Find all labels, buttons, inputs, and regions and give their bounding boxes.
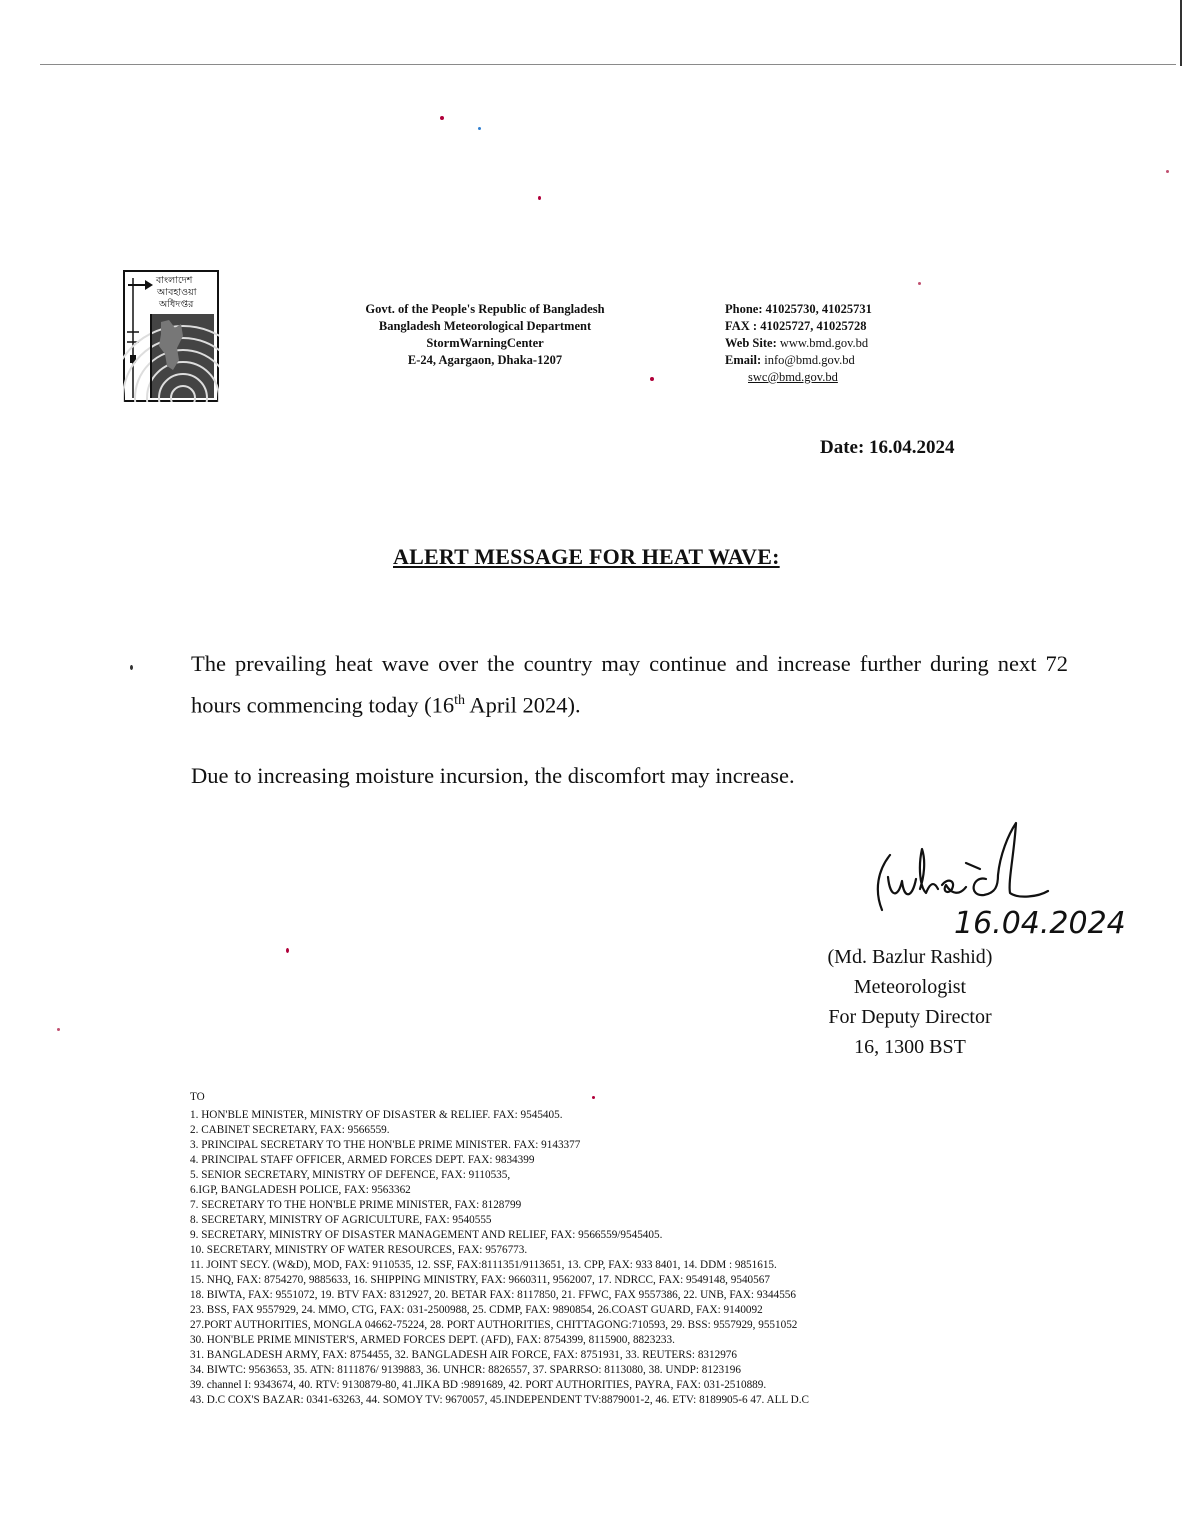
org-line: Govt. of the People's Republic of Bangladesh: [365, 302, 605, 316]
recipient-line: 1. HON'BLE MINISTER, MINISTRY OF DISASTER & RELIEF. FAX: 9545405.: [190, 1109, 563, 1121]
org-line: Bangladesh Meteorological Department: [378, 319, 592, 333]
recipient-line: 39. channel I: 9343674, 40. RTV: 9130879-80, 41.JIKA BD :9891689, 42. PORT AUTHORITIES, PAYRA, FAX: 031-2510889.: [190, 1379, 767, 1391]
email-link[interactable]: info@bmd.gov.bd: [764, 353, 855, 367]
email-row: [725, 352, 872, 369]
email-link-swc[interactable]: swc@bmd.gov.bd: [748, 370, 838, 384]
signatory-designation: Meteorologist: [853, 976, 967, 998]
logo-line-2: আবহাওয়া: [157, 287, 197, 298]
website-row: [725, 335, 872, 352]
handwritten-date: 16.04.2024: [954, 906, 1126, 941]
website-link[interactable]: www.bmd.gov.bd: [779, 336, 869, 350]
to-label: TO: [190, 1091, 205, 1103]
fax-value: 41025727, 41025728: [760, 319, 867, 333]
recipient-line: 18. BIWTA, FAX: 9551072, 19. BTV FAX: 8312927, 20. BETAR FAX: 8117850, 21. FFWC, FAX 9557386, 22. UNB, FAX: 9344556: [190, 1289, 796, 1301]
recipient-line: 4. PRINCIPAL STAFF OFFICER, ARMED FORCES DEPT. FAX: 9834399: [190, 1154, 535, 1166]
recipient-line: 43. D.C COX'S BAZAR: 0341-63263, 44. SOMOY TV: 9670057, 45.INDEPENDENT TV:8879001-2, 46. ETV: 8189905-6 47. ALL D.C: [190, 1394, 809, 1406]
scan-speck: [57, 1028, 60, 1031]
issue-time: 16, 1300 BST: [854, 1036, 966, 1058]
letterhead-organization: [300, 301, 670, 369]
scan-speck: [650, 377, 654, 381]
distribution-list: [190, 1090, 809, 1408]
recipient-line: 30. HON'BLE PRIME MINISTER'S, ARMED FORCES DEPT. (AFD), FAX: 8754399, 8115900, 8823233.: [190, 1334, 675, 1346]
para1-superscript: th: [454, 693, 465, 708]
phone-row: [725, 301, 872, 318]
recipient-line: 6.IGP, BANGLADESH POLICE, FAX: 9563362: [190, 1184, 411, 1196]
signatory-name: (Md. Bazlur Rashid): [827, 946, 993, 968]
scan-speck: [130, 665, 133, 670]
recipient-line: 15. NHQ, FAX: 8754270, 9885633, 16. SHIPPING MINISTRY, FAX: 9660311, 9562007, 17. NDRCC, FAX: 9549148, 9540567: [190, 1274, 770, 1286]
scan-speck: [286, 948, 289, 953]
bmd-logo: [123, 270, 219, 402]
phone-value: 41025730, 41025731: [765, 302, 872, 316]
alert-paragraph-2: Due to increasing moisture incursion, the discomfort may increase.: [191, 763, 795, 788]
scan-speck: [918, 282, 921, 285]
para1-text-end: April 2024).: [464, 692, 581, 718]
recipient-line: 34. BIWTC: 9563653, 35. ATN: 8111876/ 9139883, 36. UNHCR: 8826557, 37. SPARRSO: 8113080, 38. UNDP: 8123196: [190, 1364, 741, 1376]
alert-title: ALERT MESSAGE FOR HEAT WAVE:: [393, 544, 780, 569]
para1-text: The prevailing heat wave over the country may continue and increase further during next 72 hours commencing today (16: [191, 651, 1068, 718]
org-line: E-24, Agargaon, Dhaka-1207: [407, 353, 563, 367]
scan-speck: [478, 127, 481, 130]
scan-speck: [1166, 170, 1169, 173]
signatory-for: For Deputy Director: [828, 1006, 992, 1028]
website-label: Web Site:: [725, 336, 777, 350]
signatory-block: [790, 942, 1030, 1062]
recipient-line: 8. SECRETARY, MINISTRY OF AGRICULTURE, FAX: 9540555: [190, 1214, 492, 1226]
alert-paragraph-1: [191, 645, 1068, 724]
scan-speck: [440, 116, 444, 120]
scan-right-border: [1180, 0, 1182, 66]
recipient-line: 9. SECRETARY, MINISTRY OF DISASTER MANAGEMENT AND RELIEF, FAX: 9566559/9545405.: [190, 1229, 663, 1241]
recipient-line: 3. PRINCIPAL SECRETARY TO THE HON'BLE PRIME MINISTER. FAX: 9143377: [190, 1139, 581, 1151]
recipient-line: 23. BSS, FAX 9557929, 24. MMO, CTG, FAX: 031-2500988, 25. CDMP, FAX: 9890854, 26.COAST GUARD, FAX: 9140092: [190, 1304, 763, 1316]
fax-label: FAX :: [725, 319, 758, 333]
logo-line-1: বাংলাদেশ: [156, 275, 193, 286]
scan-speck: [538, 196, 541, 200]
scan-top-border: [40, 64, 1176, 65]
fax-row: [725, 318, 872, 335]
recipient-line: 10. SECRETARY, MINISTRY OF WATER RESOURCES, FAX: 9576773.: [190, 1244, 528, 1256]
recipient-line: 7. SECRETARY TO THE HON'BLE PRIME MINISTER, FAX: 8128799: [190, 1199, 522, 1211]
handwritten-signature: [868, 815, 1168, 945]
recipient-line: 2. CABINET SECRETARY, FAX: 9566559.: [190, 1124, 390, 1136]
recipient-line: 11. JOINT SECY. (W&D), MOD, FAX: 9110535, 12. SSF, FAX:8111351/9113651, 13. CPP, FAX: 933 8401, 14. DDM : 9851615.: [190, 1259, 777, 1271]
logo-line-3: অধিদপ্তর: [159, 299, 194, 310]
letterhead-contact: [725, 301, 872, 386]
phone-label: Phone:: [725, 302, 763, 316]
recipient-line: 31. BANGLADESH ARMY, FAX: 8754455, 32. BANGLADESH AIR FORCE, FAX: 8751931, 33. REUTERS: 8312976: [190, 1349, 737, 1361]
recipient-line: 27.PORT AUTHORITIES, MONGLA 04662-75224, 28. PORT AUTHORITIES, CHITTAGONG:710593, 29. BSS: 9557929, 9551052: [190, 1319, 798, 1331]
org-line: StormWarningCenter: [426, 336, 544, 350]
document-date: Date: 16.04.2024: [820, 437, 955, 458]
recipient-line: 5. SENIOR SECRETARY, MINISTRY OF DEFENCE, FAX: 9110535,: [190, 1169, 511, 1181]
email-label: Email:: [725, 353, 762, 367]
